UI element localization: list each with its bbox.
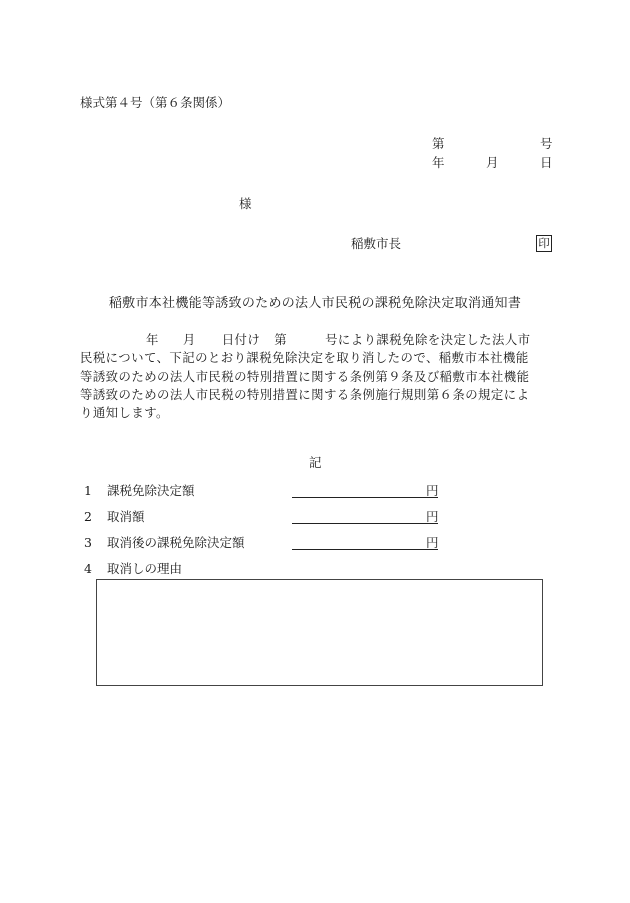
body-line-1-rest: 号により課税免除を決定した法人市 [325, 332, 531, 347]
item-3-number: 3 [84, 535, 92, 550]
item-3-amount-field[interactable] [292, 537, 438, 550]
body-month: 月 [182, 332, 196, 347]
reason-box[interactable] [96, 579, 543, 686]
body-line-3: 等誘致のための法人市民税の特別措置に関する条例第９条及び稲敷市本社機能 [80, 368, 530, 384]
item-2-amount-field[interactable] [292, 511, 438, 524]
document-number-label: 第 [432, 136, 445, 151]
item-2-label: 取消額 [107, 509, 145, 524]
body-line-4: 等誘致のための法人市民税の特別措置に関する条例施行規則第６条の規定によ [80, 386, 530, 402]
item-4-label: 取消しの理由 [107, 561, 183, 576]
item-3-unit: 円 [426, 535, 439, 550]
item-1-label: 課税免除決定額 [107, 483, 195, 498]
item-1-number: 1 [84, 483, 92, 498]
body-paragraph [80, 331, 552, 422]
item-1-unit: 円 [426, 483, 439, 498]
body-line-5: り通知します。 [80, 405, 169, 421]
item-2-number: 2 [84, 509, 92, 524]
document-title: 稲敷市本社機能等誘致のための法人市民税の課税免除決定取消通知書 [108, 296, 522, 311]
date-day: 日 [540, 155, 553, 170]
body-no: 第 [274, 332, 288, 347]
item-4-number: 4 [84, 561, 92, 576]
issuer-name: 稲敷市長 [351, 236, 402, 251]
item-3-label: 取消後の課税免除決定額 [107, 535, 245, 550]
body-year: 年 [146, 332, 159, 347]
ki-heading: 記 [309, 455, 322, 470]
body-line-1 [80, 331, 552, 349]
body-day: 日付け [221, 332, 261, 347]
date-month: 月 [486, 155, 499, 170]
addressee-suffix: 様 [239, 196, 252, 211]
seal-mark: 印 [536, 235, 552, 252]
date-year: 年 [432, 155, 445, 170]
item-2-unit: 円 [426, 509, 439, 524]
document-number-suffix: 号 [540, 136, 553, 151]
form-number: 様式第４号（第６条関係） [80, 95, 231, 110]
body-line-2: 民税について、下記のとおり課税免除決定を取り消したので、稲敷市本社機能 [80, 350, 529, 366]
item-1-amount-field[interactable] [292, 485, 438, 498]
